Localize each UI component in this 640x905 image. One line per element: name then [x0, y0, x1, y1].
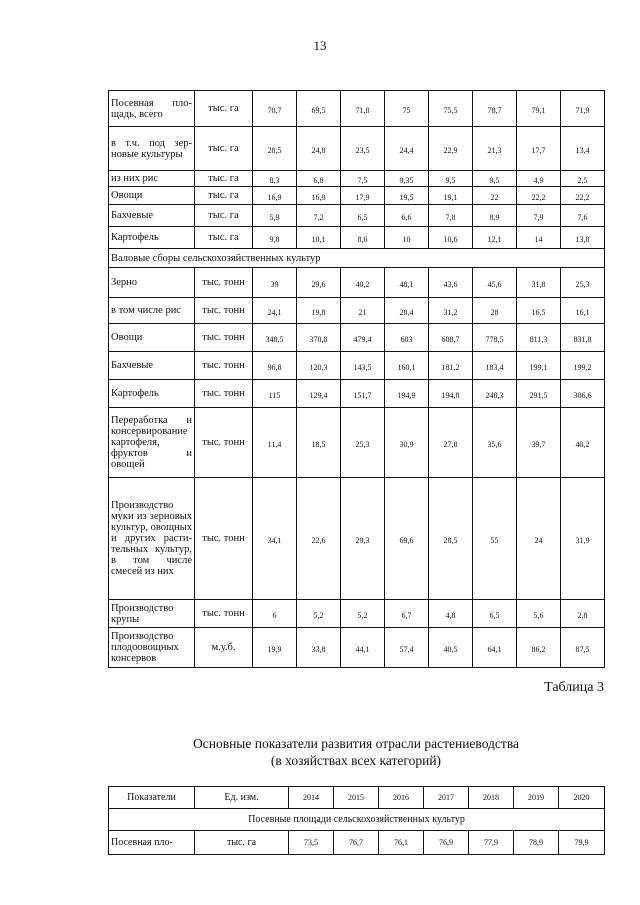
- row-value: 29,3: [341, 478, 385, 600]
- row-indicator-name: Овощи: [109, 187, 195, 205]
- row-value: 10: [385, 227, 429, 249]
- row-value: 7,6: [561, 205, 605, 227]
- row-indicator-name: из них рис: [109, 171, 195, 187]
- row-value: 24,4: [385, 127, 429, 171]
- row-value: 35,6: [473, 408, 517, 478]
- row-value: 16,5: [517, 298, 561, 324]
- row-value: 115: [253, 380, 297, 408]
- row-value: 4,9: [517, 171, 561, 187]
- row-value: 6,8: [297, 171, 341, 187]
- row-value: 5,2: [341, 600, 385, 628]
- row-value: 79,9: [559, 831, 605, 855]
- row-value: 75,5: [429, 91, 473, 127]
- section-sown-area-header: Посевные площади сельскохозяйственных культур: [109, 809, 605, 831]
- row-value: 181,2: [429, 352, 473, 380]
- header-year: 2015: [334, 787, 379, 809]
- table-row: [109, 408, 605, 478]
- row-value: 22,2: [517, 187, 561, 205]
- row-value: 6,7: [385, 600, 429, 628]
- row-unit: тыс. тонн: [195, 600, 253, 628]
- row-value: 6,6: [385, 205, 429, 227]
- row-value: 78,7: [473, 91, 517, 127]
- section-harvest-header: Валовые сборы сельскохозяйственных культур: [109, 249, 605, 268]
- row-indicator-name: в том числе рис: [109, 298, 195, 324]
- row-value: 370,8: [297, 324, 341, 352]
- row-value: 5,6: [517, 600, 561, 628]
- crop-indicators-table-continued: [108, 90, 605, 668]
- row-value: 291,5: [517, 380, 561, 408]
- row-value: 183,4: [473, 352, 517, 380]
- row-value: 10,1: [297, 227, 341, 249]
- row-value: 4,8: [429, 600, 473, 628]
- row-value: 21: [341, 298, 385, 324]
- row-unit: тыс. га: [195, 91, 253, 127]
- row-unit: тыс. га: [195, 187, 253, 205]
- row-value: 7,5: [341, 171, 385, 187]
- table-row: [109, 205, 605, 227]
- row-unit: м.у.б.: [195, 628, 253, 668]
- row-indicator-name: Производство муки из зерновых культур, овощных и других растительных культур, в том числе смесей из них: [109, 478, 195, 600]
- row-indicator-name: Производство плодоовощных консервов: [109, 628, 195, 668]
- row-value: 199,2: [561, 352, 605, 380]
- row-value: 77,9: [469, 831, 514, 855]
- row-value: 194,8: [429, 380, 473, 408]
- row-indicator-name: Овощи: [109, 324, 195, 352]
- row-value: 76,7: [334, 831, 379, 855]
- row-value: 7,8: [429, 205, 473, 227]
- row-value: 78,9: [514, 831, 559, 855]
- row-value: 151,7: [341, 380, 385, 408]
- header-year: 2018: [469, 787, 514, 809]
- row-value: 603: [385, 324, 429, 352]
- row-value: 2,8: [561, 600, 605, 628]
- row-value: 57,4: [385, 628, 429, 668]
- row-value: 28,5: [253, 127, 297, 171]
- row-value: 7,2: [297, 205, 341, 227]
- row-unit: тыс. га: [195, 227, 253, 249]
- row-value: 71,9: [561, 91, 605, 127]
- row-value: 831,8: [561, 324, 605, 352]
- row-indicator-name: Картофель: [109, 380, 195, 408]
- row-value: 9,5: [473, 171, 517, 187]
- row-value: 34,1: [253, 478, 297, 600]
- table-row: [109, 600, 605, 628]
- table-label: Таблица 3: [544, 680, 604, 695]
- row-indicator-name: Бахчевые: [109, 205, 195, 227]
- row-value: 43,6: [429, 268, 473, 298]
- table-row: [109, 628, 605, 668]
- row-value: 19,8: [297, 298, 341, 324]
- row-value: 2,5: [561, 171, 605, 187]
- row-indicator-name: Зерно: [109, 268, 195, 298]
- table-row: [109, 171, 605, 187]
- row-unit: тыс. га: [195, 831, 289, 855]
- row-value: 45,6: [473, 268, 517, 298]
- row-value: 28,4: [385, 298, 429, 324]
- row-value: 69,5: [297, 91, 341, 127]
- row-value: 16,1: [561, 298, 605, 324]
- row-value: 7,9: [517, 205, 561, 227]
- table-row: [109, 298, 605, 324]
- row-value: 194,9: [385, 380, 429, 408]
- row-value: 40,2: [561, 408, 605, 478]
- row-value: 22,2: [561, 187, 605, 205]
- row-unit: тыс. га: [195, 171, 253, 187]
- row-value: 96,8: [253, 352, 297, 380]
- row-value: 12,1: [473, 227, 517, 249]
- row-value: 29,6: [297, 268, 341, 298]
- row-value: 199,1: [517, 352, 561, 380]
- row-value: 69,6: [385, 478, 429, 600]
- row-value: 31,8: [517, 268, 561, 298]
- row-value: 79,1: [517, 91, 561, 127]
- row-value: 21,3: [473, 127, 517, 171]
- row-indicator-name: Производство крупы: [109, 600, 195, 628]
- table-row: [109, 187, 605, 205]
- row-unit: тыс. га: [195, 127, 253, 171]
- row-unit: тыс. тонн: [195, 478, 253, 600]
- row-value: 5,9: [253, 205, 297, 227]
- table-row: [109, 227, 605, 249]
- row-value: 39,7: [517, 408, 561, 478]
- row-value: 22,6: [297, 478, 341, 600]
- row-indicator-name: в т.ч. под зерновые культуры: [109, 127, 195, 171]
- row-unit: тыс. тонн: [195, 380, 253, 408]
- header-year: 2020: [559, 787, 605, 809]
- row-value: 24,8: [297, 127, 341, 171]
- row-value: 24,1: [253, 298, 297, 324]
- row-value: 27,8: [429, 408, 473, 478]
- row-indicator-name: Переработка и консервирование картофеля, фруктов и овощей: [109, 408, 195, 478]
- row-value: 19,9: [253, 628, 297, 668]
- table-row: [109, 91, 605, 127]
- row-value: 18,5: [297, 408, 341, 478]
- row-indicator-name: Посевная пло-: [109, 831, 195, 855]
- row-value: 64,1: [473, 628, 517, 668]
- row-value: 16,9: [253, 187, 297, 205]
- row-indicator-name: Картофель: [109, 227, 195, 249]
- table-row: [109, 380, 605, 408]
- row-value: 129,4: [297, 380, 341, 408]
- row-value: 306,6: [561, 380, 605, 408]
- header-year: 2019: [514, 787, 559, 809]
- row-value: 608,7: [429, 324, 473, 352]
- header-indicator: Показатели: [109, 787, 195, 809]
- row-value: 6: [253, 600, 297, 628]
- crop-indicators-table-3: [108, 786, 605, 855]
- table-row: [109, 352, 605, 380]
- table-row: [109, 127, 605, 171]
- row-value: 31,9: [561, 478, 605, 600]
- row-value: 28,5: [429, 478, 473, 600]
- row-value: 40,2: [341, 268, 385, 298]
- row-value: 6,5: [341, 205, 385, 227]
- row-value: 8,3: [253, 171, 297, 187]
- row-unit: тыс. тонн: [195, 298, 253, 324]
- row-value: 16,9: [297, 187, 341, 205]
- row-value: 22: [473, 187, 517, 205]
- row-value: 31,2: [429, 298, 473, 324]
- row-value: 778,5: [473, 324, 517, 352]
- row-value: 25,3: [341, 408, 385, 478]
- row-value: 75: [385, 91, 429, 127]
- row-value: 48,1: [385, 268, 429, 298]
- row-unit: тыс. тонн: [195, 324, 253, 352]
- row-value: 120,3: [297, 352, 341, 380]
- header-year: 2017: [424, 787, 469, 809]
- row-value: 348,5: [253, 324, 297, 352]
- header-unit: Ед. изм.: [195, 787, 289, 809]
- row-indicator-name: Бахчевые: [109, 352, 195, 380]
- table-title-line-2: (в хозяйствах всех категорий): [270, 753, 442, 768]
- row-value: 71,8: [341, 91, 385, 127]
- row-value: 70,7: [253, 91, 297, 127]
- row-value: 76,9: [424, 831, 469, 855]
- row-value: 23,5: [341, 127, 385, 171]
- row-value: 22,9: [429, 127, 473, 171]
- row-value: 44,1: [341, 628, 385, 668]
- row-value: 39: [253, 268, 297, 298]
- page-number: 13: [313, 38, 327, 53]
- row-value: 11,4: [253, 408, 297, 478]
- row-value: 17,9: [341, 187, 385, 205]
- row-value: 19,1: [429, 187, 473, 205]
- row-value: 9,35: [385, 171, 429, 187]
- row-value: 24: [517, 478, 561, 600]
- row-value: 19,5: [385, 187, 429, 205]
- row-value: 40,5: [429, 628, 473, 668]
- row-value: 28: [473, 298, 517, 324]
- row-value: 811,3: [517, 324, 561, 352]
- row-value: 14: [517, 227, 561, 249]
- row-value: 9,5: [429, 171, 473, 187]
- row-value: 87,5: [561, 628, 605, 668]
- row-value: 10,6: [429, 227, 473, 249]
- table-title: [108, 735, 604, 769]
- row-value: 86,2: [517, 628, 561, 668]
- row-value: 8,9: [473, 205, 517, 227]
- row-value: 13,4: [561, 127, 605, 171]
- row-value: 13,8: [561, 227, 605, 249]
- row-value: 479,4: [341, 324, 385, 352]
- row-unit: тыс. га: [195, 205, 253, 227]
- row-value: 76,1: [379, 831, 424, 855]
- header-year: 2014: [289, 787, 334, 809]
- table-title-line-1: Основные показатели развития отрасли растениеводства: [192, 736, 520, 751]
- row-value: 9,8: [253, 227, 297, 249]
- row-unit: тыс. тонн: [195, 352, 253, 380]
- row-value: 5,2: [297, 600, 341, 628]
- row-indicator-name: Посевная площадь, всего: [109, 91, 195, 127]
- row-value: 17,7: [517, 127, 561, 171]
- row-value: 143,5: [341, 352, 385, 380]
- row-value: 6,5: [473, 600, 517, 628]
- row-unit: тыс. тонн: [195, 268, 253, 298]
- table-row: [109, 324, 605, 352]
- row-value: 33,8: [297, 628, 341, 668]
- table-row: [109, 831, 605, 855]
- table-row: [109, 268, 605, 298]
- row-value: 25,3: [561, 268, 605, 298]
- row-value: 160,1: [385, 352, 429, 380]
- row-value: 30,9: [385, 408, 429, 478]
- row-value: 8,6: [341, 227, 385, 249]
- table-row: [109, 478, 605, 600]
- row-unit: тыс. тонн: [195, 408, 253, 478]
- row-value: 73,5: [289, 831, 334, 855]
- row-value: 55: [473, 478, 517, 600]
- row-value: 248,3: [473, 380, 517, 408]
- header-year: 2016: [379, 787, 424, 809]
